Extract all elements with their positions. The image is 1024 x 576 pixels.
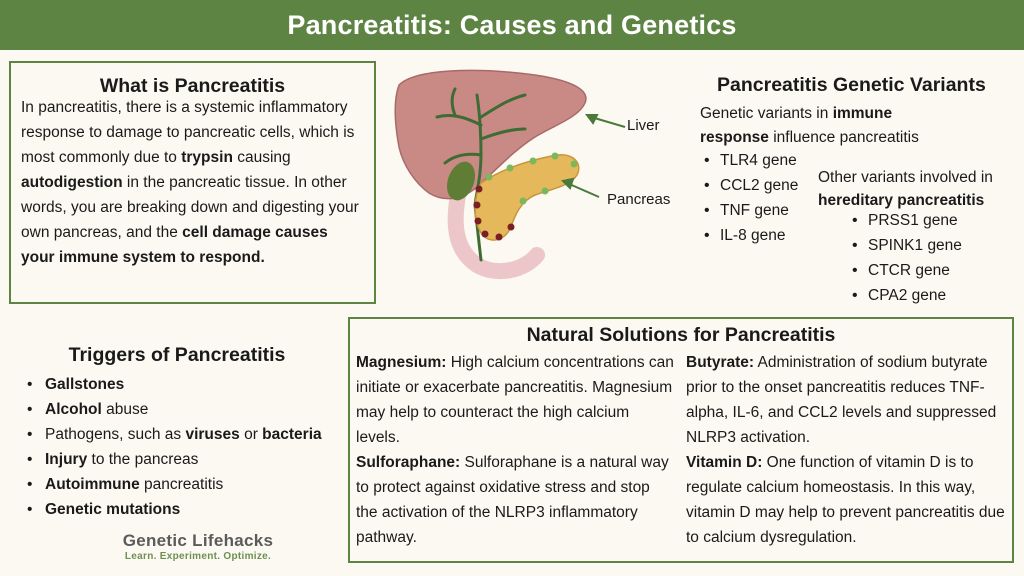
list-item: • CCL2 gene: [700, 173, 798, 198]
header-bar: [0, 0, 1024, 50]
logo-name: Genetic Lifehacks: [122, 531, 274, 550]
logo-tagline: Learn. Experiment. Optimize.: [124, 551, 272, 562]
trigger-injury: Injury: [45, 451, 88, 468]
pancreas-label: Pancreas: [607, 191, 671, 208]
trigger-alcohol: Alcohol: [45, 401, 102, 418]
liver-pancreas-illustration: [385, 55, 685, 300]
hereditary-intro: [818, 166, 1024, 212]
organs-svg: [385, 55, 685, 300]
vitamin-d-text: One function of vitamin D is to regulate calcium homeostasis. In this way, vitamin D may help to prevent pancreatitis due to calcium dysregulation.: [686, 454, 1005, 546]
liver-leader-arrow: [587, 115, 597, 123]
list-item: • SPINK1 gene: [848, 233, 962, 258]
magnesium-text: High calcium concentrations can initiate or exacerbate pancreatitis. Magnesium may help to counteract the high calcium levels.: [356, 354, 674, 446]
list-item: [17, 497, 347, 522]
list-item: [17, 372, 347, 397]
liver-label: Liver: [627, 117, 660, 134]
list-item: [17, 422, 347, 447]
trigger-pathogens-text: Pathogens, such as: [45, 426, 186, 443]
what-text-1: In pancreatitis, there is a systemic inflammatory response to damage to pancreatic cells, which is most commonly due to: [21, 99, 355, 166]
list-item: • CTCR gene: [848, 258, 962, 283]
trigger-autoimmune: Autoimmune: [45, 476, 140, 493]
variants-title: Pancreatitis Genetic Variants: [717, 74, 986, 96]
natural-left-column: [356, 350, 674, 550]
trigger-injury-text: to the pancreas: [87, 451, 199, 468]
what-is-pancreatitis-box: [9, 61, 376, 304]
what-text-3: in the pancreatic tissue. In other words, you are breaking down and digesting your own pancreas, and the: [21, 174, 359, 241]
magnesium-label: Magnesium:: [356, 354, 447, 371]
what-bold-autodigestion: autodigestion: [21, 174, 123, 191]
hereditary-gene-list: [848, 208, 962, 308]
list-item: • IL-8 gene: [700, 223, 798, 248]
trigger-viruses: viruses: [185, 426, 240, 443]
trigger-gallstones: Gallstones: [45, 376, 125, 393]
triggers-section: [17, 342, 347, 522]
variants-intro-post: influence pancreatitis: [768, 129, 919, 146]
trigger-genetic: Genetic mutations: [45, 501, 181, 518]
immune-gene-list: [700, 148, 798, 248]
sulforaphane-label: Sulforaphane:: [356, 454, 461, 471]
variants-intro-bold: immune response: [700, 105, 893, 146]
triggers-title: Triggers of Pancreatitis: [68, 344, 286, 366]
trigger-bacteria: bacteria: [262, 426, 322, 443]
sulforaphane-text: Sulforaphane is a natural way to protect against oxidative stress and stop the activation of the NLRP3 inflammatory pathway.: [356, 454, 669, 546]
trigger-alcohol-text: abuse: [101, 401, 149, 418]
list-item: • TLR4 gene: [700, 148, 798, 173]
natural-title: Natural Solutions for Pancreatitis: [526, 324, 836, 346]
list-item: • PRSS1 gene: [848, 208, 962, 233]
trigger-or: or: [239, 426, 263, 443]
what-bold-trypsin: trypsin: [181, 149, 233, 166]
list-item: [17, 447, 347, 472]
butyrate-text: Administration of sodium butyrate prior to the onset pancreatitis reduces TNF-alpha, IL-6, and CCL2 levels and suppressed NLRP3 activation.: [686, 354, 997, 446]
what-title: What is Pancreatitis: [99, 75, 286, 97]
natural-solutions-box: [348, 317, 1014, 563]
vitamin-d-label: Vitamin D:: [686, 454, 763, 471]
page-title: Pancreatitis: Causes and Genetics: [287, 9, 737, 40]
genetic-lifehacks-logo: [108, 531, 288, 562]
pancreas-leader-arrow: [563, 179, 573, 188]
list-item: [17, 397, 347, 422]
what-text-2: causing: [232, 149, 291, 166]
variants-intro-text: Genetic variants in: [700, 105, 833, 122]
list-item: • CPA2 gene: [848, 283, 962, 308]
butyrate-paragraph: [686, 350, 1006, 450]
genetic-variants-section: [700, 72, 1020, 304]
magnesium-paragraph: [356, 350, 674, 450]
trigger-autoimmune-text: pancreatitis: [139, 476, 224, 493]
butyrate-label: Butyrate:: [686, 354, 755, 371]
what-description: [21, 95, 364, 270]
hereditary-intro-bold: hereditary pancreatitis: [818, 192, 985, 209]
triggers-list: [17, 372, 347, 522]
variants-intro: [700, 102, 950, 150]
hereditary-intro-text: Other variants involved in: [818, 169, 993, 186]
vitamin-d-paragraph: [686, 450, 1006, 550]
list-item: [17, 472, 347, 497]
sulforaphane-paragraph: [356, 450, 674, 550]
what-bold-cell-damage: cell damage causes your immune system to respond.: [21, 224, 328, 266]
natural-right-column: [686, 350, 1006, 550]
natural-columns: [356, 350, 1006, 550]
list-item: • TNF gene: [700, 198, 798, 223]
